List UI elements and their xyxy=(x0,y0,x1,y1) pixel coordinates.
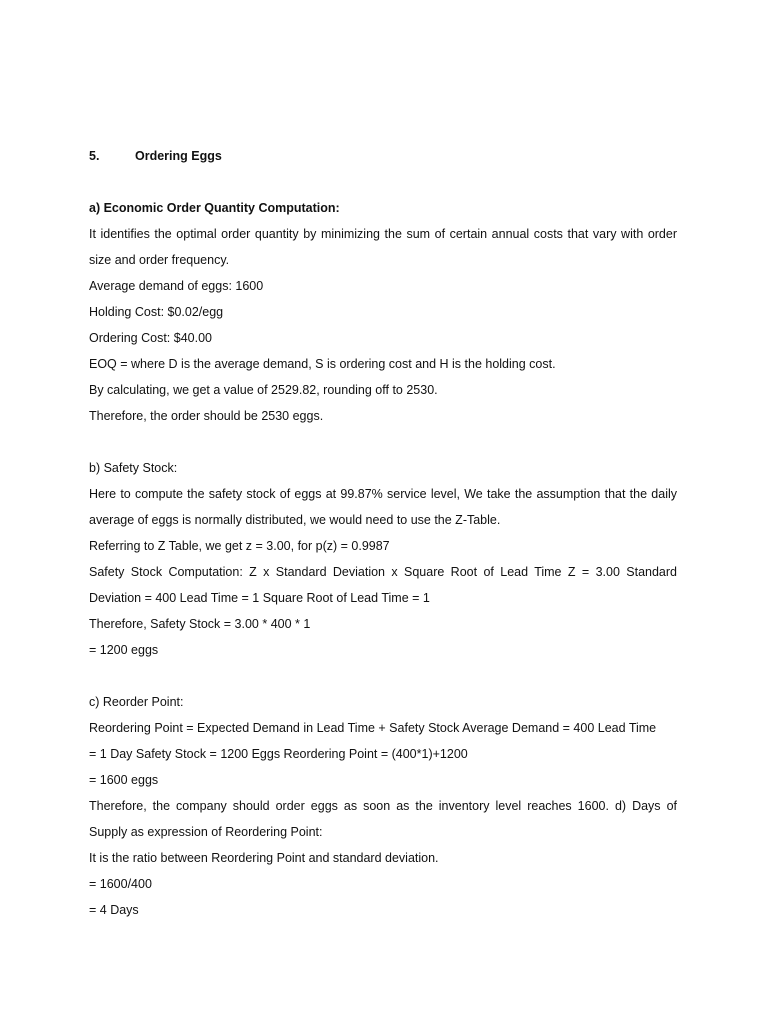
eoq-formula-note: EOQ = where D is the average demand, S is ordering cost and H is the holding cost. xyxy=(89,357,556,371)
reorder-point-conclusion: Therefore, the company should order eggs as soon as the inventory level reaches 1600. d) Days of Supply as expression of Reordering Point: xyxy=(89,799,677,839)
spacer xyxy=(89,169,677,195)
days-of-supply-ratio-text: It is the ratio between Reordering Point and standard deviation. xyxy=(89,851,439,865)
reorder-point-line-2: = 1 Day Safety Stock = 1200 Eggs Reordering Point = (400*1)+1200 xyxy=(89,747,468,761)
section-number: 5. xyxy=(89,149,100,163)
eoq-definition: It identifies the optimal order quantity by minimizing the sum of certain annual costs that vary with order size and order frequency. xyxy=(89,227,677,267)
document-body xyxy=(89,143,677,923)
eoq-holding-cost: Holding Cost: $0.02/egg xyxy=(89,305,224,319)
safety-stock-z-table: Referring to Z Table, we get z = 3.00, for p(z) = 0.9987 xyxy=(89,539,390,553)
safety-stock-result: = 1200 eggs xyxy=(89,643,159,657)
reorder-point-line-1: Reordering Point = Expected Demand in Lead Time + Safety Stock Average Demand = 400 Lead Time xyxy=(89,721,657,735)
spacer xyxy=(89,429,677,455)
eoq-average-demand: Average demand of eggs: 1600 xyxy=(89,279,264,293)
days-of-supply-result: = 4 Days xyxy=(89,903,139,917)
safety-stock-formula: Therefore, Safety Stock = 3.00 * 400 * 1 xyxy=(89,617,311,631)
eoq-conclusion: Therefore, the order should be 2530 eggs. xyxy=(89,409,324,423)
eoq-heading: a) Economic Order Quantity Computation: xyxy=(89,201,340,215)
section-title: Ordering Eggs xyxy=(135,149,222,163)
safety-stock-computation: Safety Stock Computation: Z x Standard Deviation x Square Root of Lead Time Z = 3.00 Standard Deviation = 400 Lead Time = 1 Square Root of Lead Time = 1 xyxy=(89,565,677,605)
section-heading xyxy=(89,143,677,169)
spacer xyxy=(89,663,677,689)
safety-stock-intro: Here to compute the safety stock of eggs at 99.87% service level, We take the assumption that the daily average of eggs is normally distributed, we would need to use the Z-Table. xyxy=(89,487,677,527)
safety-stock-heading: b) Safety Stock: xyxy=(89,461,178,475)
eoq-calculation: By calculating, we get a value of 2529.82, rounding off to 2530. xyxy=(89,383,438,397)
reorder-point-heading: c) Reorder Point: xyxy=(89,695,184,709)
reorder-point-result: = 1600 eggs xyxy=(89,773,159,787)
days-of-supply-calc: = 1600/400 xyxy=(89,877,152,891)
eoq-ordering-cost: Ordering Cost: $40.00 xyxy=(89,331,212,345)
